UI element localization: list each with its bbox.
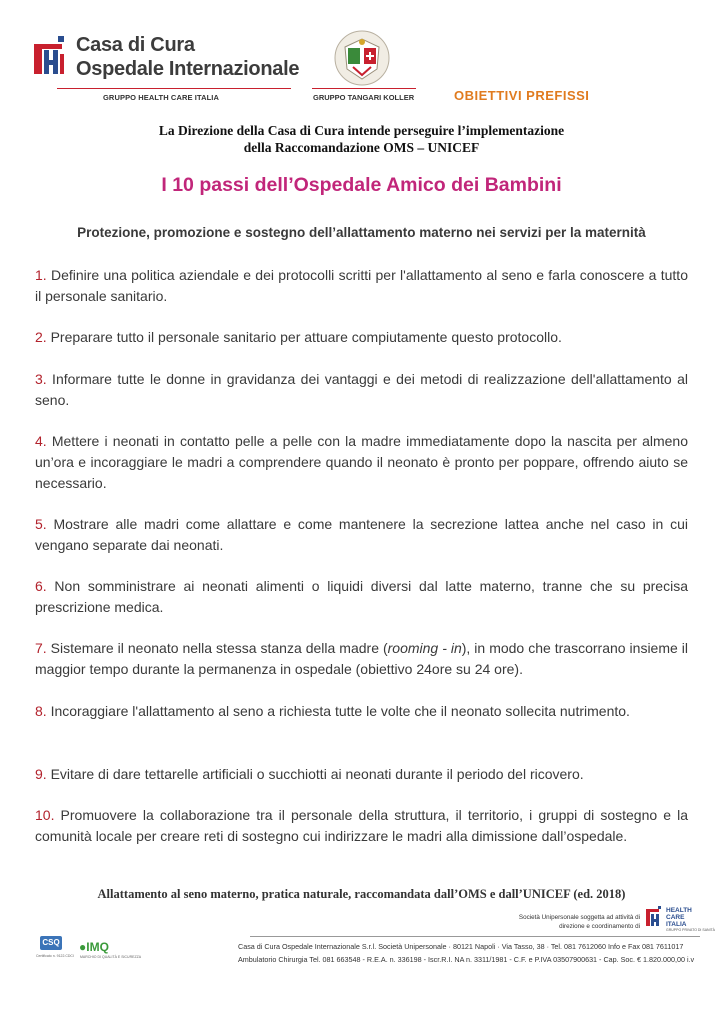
hc-line2: CARE (666, 914, 685, 921)
step-item-9 (35, 764, 688, 785)
hospital-h-icon (34, 36, 68, 78)
step-number: 6. (35, 578, 47, 594)
brand-name-line1: Casa di Cura (76, 34, 195, 56)
step-number: 8. (35, 703, 47, 719)
hc-line3: ITALIA (666, 921, 687, 928)
step-number: 2. (35, 329, 47, 345)
intro-line-1: La Direzione della Casa di Cura intende perseguire l’implementazione (158, 123, 565, 138)
imq-certification-logo: ●IMQ (79, 940, 109, 954)
footer-address-line1: Casa di Cura Ospedale Internazionale S.r.l. Società Unipersonale · 80121 Napoli · Via Tasso, 38 · Tel. 081 7612060 Info e Fax 081 7611017 (238, 942, 684, 951)
step-text-after: ), in modo che trascorrano insieme il maggior tempo durante la permanenza in ospedale (obiettivo 24ore su 24 ore). (35, 640, 688, 677)
step-item-5 (35, 514, 688, 556)
step-item-8 (35, 701, 688, 722)
tangari-divider (312, 88, 416, 89)
objectives-heading: OBIETTIVI PREFISSI (454, 88, 590, 103)
footer-slogan: Allattamento al seno materno, pratica naturale, raccomandata dall’OMS e dall’UNICEF (ed. 2018) (97, 887, 626, 901)
step-text: Definire una politica aziendale e dei protocolli scritti per l'allattamento al seno e farla conoscere a tutto il personale sanitario. (35, 267, 688, 304)
company-note-line2: direzione e coordinamento di (559, 923, 640, 930)
csq-certification-logo: CSQ (40, 936, 62, 950)
step-text: Evitare di dare tettarelle artificiali o succhiotti ai neonati durante il periodo del ricovero. (46, 766, 584, 782)
step-number: 3. (35, 371, 47, 387)
step-item-3 (35, 369, 688, 411)
step-number: 9. (35, 766, 47, 782)
brand-divider (57, 88, 291, 89)
step-item-6 (35, 576, 688, 618)
step-item-2 (35, 327, 688, 348)
footer-address-line2: Ambulatorio Chirurgia Tel. 081 663548 - R.E.A. n. 336198 - Iscr.R.I. NA n. 3311/1981 - C.F. e P.IVA 03507900631 - Cap. Soc. € 1.820.000,00 i.v (238, 955, 695, 964)
step-text-italic: rooming - in (387, 640, 462, 656)
step-item-1 (35, 265, 688, 307)
health-care-italia-text (666, 907, 692, 928)
imq-label: IMQ (86, 940, 109, 954)
company-note-line1: Società Unipersonale soggetta ad attività di (518, 914, 640, 921)
step-number: 1. (35, 267, 47, 283)
step-number: 5. (35, 516, 47, 532)
footer-divider (250, 936, 700, 937)
brand-name-line2: Ospedale Internazionale (76, 58, 300, 80)
step-text: Mettere i neonati in contatto pelle a pelle con la madre immediatamente dopo la nascita per almeno un’ora e incoraggiare le madri a comprendere quando il neonato è pronto per poppare, offrendo aiuto se necessario. (35, 433, 688, 491)
step-item-7 (35, 638, 688, 680)
intro-line-2: della Raccomandazione OMS – UNICEF (243, 140, 480, 155)
hc-subtitle: GRUPPO PRIVATO DI SANITÀ (666, 928, 716, 932)
hc-line1: HEALTH (666, 907, 692, 914)
step-text: Incoraggiare l'allattamento al seno a richiesta tutte le volte che il neonato sollecita nutrimento. (46, 703, 630, 719)
company-note (470, 913, 640, 931)
step-item-4 (35, 431, 688, 494)
step-text: Informare tutte le donne in gravidanza dei vantaggi e dei metodi di realizzazione dell'allattamento al seno. (35, 371, 688, 408)
step-item-10 (35, 805, 688, 847)
step-text: Non somministrare ai neonati alimenti o liquidi diversi dal latte materno, tranne che su precisa prescrizione medica. (35, 578, 688, 615)
tangari-koller-crest-icon (333, 29, 391, 87)
step-text-before: Sistemare il neonato nella stessa stanza della madre ( (46, 640, 388, 656)
step-number: 10. (35, 807, 55, 823)
step-text: Promuovere la collaborazione tra il personale della struttura, il territorio, i gruppi di sostegno e la comunità locale per creare reti di sostegno cui indirizzare le madri alla dimissione dall’ospedale. (35, 807, 688, 844)
group-tangari-koller-label: GRUPPO TANGARI KOLLER (313, 93, 415, 102)
imq-subtitle: MARCHIO DI QUALITÀ E SICUREZZA (80, 955, 142, 959)
group-health-care-label: GRUPPO HEALTH CARE ITALIA (103, 93, 219, 102)
page-title: I 10 passi dell’Ospedale Amico dei Bambini (161, 174, 562, 196)
step-number: 4. (35, 433, 47, 449)
page-subtitle: Protezione, promozione e sostegno dell’allattamento materno nei servizi per la maternità (77, 225, 646, 240)
step-text: Preparare tutto il personale sanitario per attuare compiutamente questo protocollo. (46, 329, 562, 345)
step-number: 7. (35, 640, 47, 656)
health-care-italia-logo-icon (646, 906, 662, 928)
step-text: Mostrare alle madri come allattare e come mantenere la secrezione lattea anche nel caso in cui vengano separate dai neonati. (35, 516, 688, 553)
csq-certificate-number: Certificato n. 9122.CDCI (36, 954, 74, 958)
